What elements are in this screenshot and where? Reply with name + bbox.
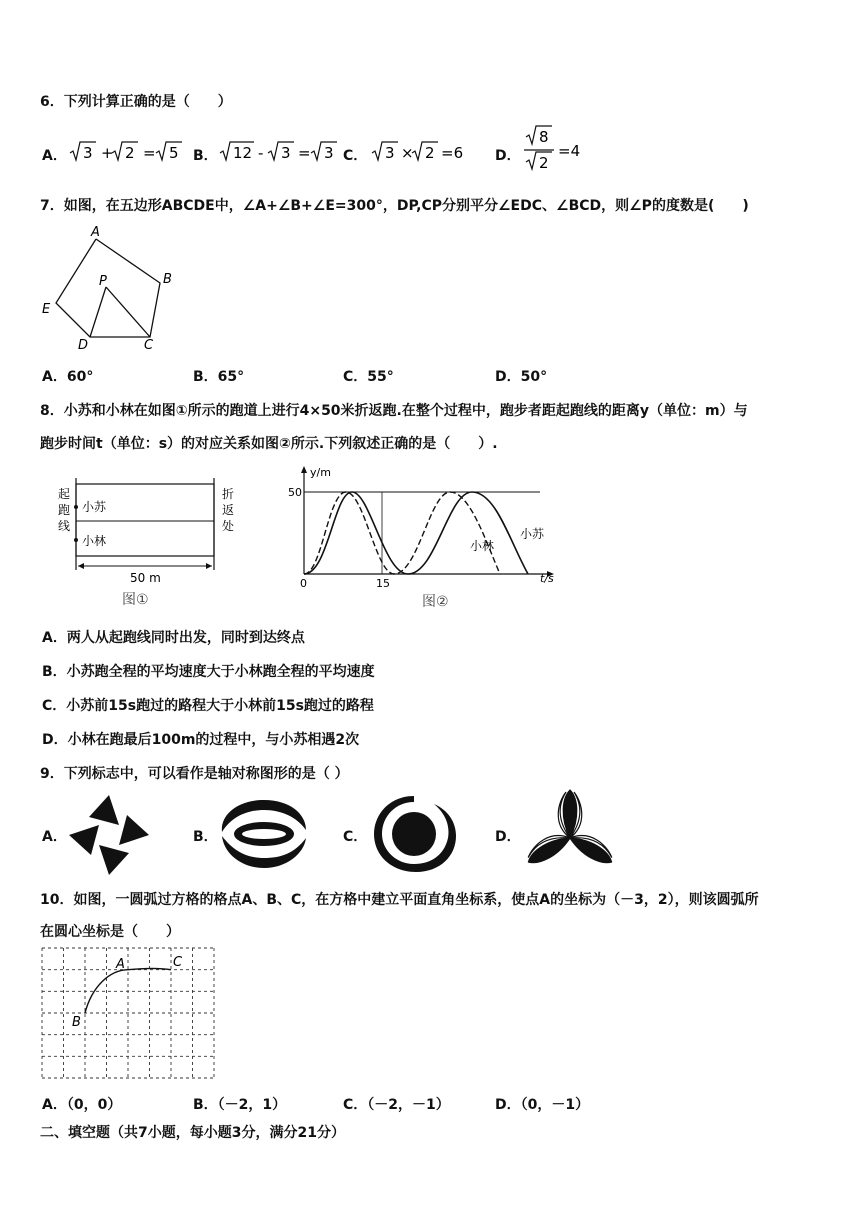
svg-text:+: + [101, 144, 114, 162]
label-e: E [42, 302, 51, 317]
fig1-caption: 图① [122, 592, 149, 608]
q6-option-a[interactable] [42, 145, 67, 165]
q9-option-d[interactable] [495, 826, 521, 846]
q10-option-b-text: （－2，1） [217, 1097, 287, 1113]
q6-option-a-label: A． [42, 148, 67, 164]
q8-option-c-label: C． [42, 698, 67, 714]
q9-option-b[interactable] [193, 826, 218, 846]
label-c: C [144, 338, 154, 353]
q7-option-c[interactable] [343, 366, 394, 386]
q6-option-b[interactable] [193, 145, 218, 165]
q8-option-b-label: B． [42, 664, 67, 680]
q6-option-c-label: C． [343, 148, 368, 164]
lane-label-lin: 小林 [82, 534, 107, 548]
q10-option-a[interactable] [42, 1094, 121, 1114]
q9-logo-c [370, 792, 460, 876]
q9-logo-d [520, 788, 620, 878]
q8-option-d[interactable] [42, 729, 359, 749]
q8-option-c-text: 小苏前15s跑过的路程大于小林前15s跑过的路程 [66, 698, 374, 714]
q7-option-a[interactable] [42, 366, 93, 386]
q7-option-c-text: 55° [367, 369, 394, 385]
turn-label-2: 返 [222, 503, 235, 517]
y-tick-50: 50 [288, 486, 302, 499]
svg-text:3: 3 [83, 144, 93, 162]
q8-option-d-text: 小林在跑最后100m的过程中，与小苏相遇2次 [67, 732, 360, 748]
svg-text:12: 12 [233, 144, 253, 162]
q10-option-b[interactable] [193, 1094, 286, 1114]
label-b: B [163, 272, 172, 287]
section-2-heading: 二、填空题（共7小题，每小题3分，满分21分） [40, 1125, 345, 1141]
label-p: P [99, 274, 107, 289]
q8-stem-line1: 8．小苏和小林在如图①所示的跑道上进行4×50米折返跑.在整个过程中，跑步者距起跑线的距离y（单位：m）与 [40, 403, 748, 419]
x-axis-label: t/s [540, 572, 554, 585]
q6-option-a-expr [68, 138, 186, 166]
q8-track-figure [50, 470, 250, 610]
q9-stem: 9．下列标志中，可以看作是轴对称图形的是（ ） [40, 766, 349, 782]
svg-text:8: 8 [539, 128, 549, 146]
svg-text:-: - [258, 144, 264, 162]
q9-option-c-label: C． [343, 829, 368, 845]
q10-option-a-label: A． [42, 1097, 67, 1113]
q7-option-b-label: B． [193, 369, 218, 385]
q10-option-d-label: D． [495, 1097, 521, 1113]
q10-option-c-label: C． [343, 1097, 368, 1113]
q7-option-c-label: C． [343, 369, 368, 385]
q9-option-d-label: D． [495, 829, 521, 845]
q8-stem-line2: 跑步时间t（单位：s）的对应关系如图②所示.下列叙述正确的是（ ）. [40, 436, 498, 452]
track-length-label: 50 m [130, 571, 161, 585]
q7-option-b[interactable] [193, 366, 244, 386]
q7-pentagon-figure [38, 225, 188, 353]
q10-option-b-label: B． [193, 1097, 218, 1113]
grid-label-a: A [116, 957, 125, 972]
start-line-label-3: 线 [58, 519, 71, 533]
q9-option-c[interactable] [343, 826, 367, 846]
q10-option-c-text: （－2，－1） [367, 1097, 450, 1113]
fig2-caption: 图② [422, 594, 449, 610]
q7-option-b-text: 65° [217, 369, 245, 385]
q7-option-d-label: D． [495, 369, 521, 385]
q10-option-d[interactable] [495, 1094, 589, 1114]
turn-label-1: 折 [222, 487, 235, 501]
q8-option-c[interactable] [42, 695, 374, 715]
q6-option-d-expr [522, 124, 582, 178]
start-line-label-1: 起 [58, 487, 71, 501]
q6-option-d[interactable] [495, 145, 521, 165]
q9-logo-b [218, 796, 310, 872]
svg-text:×: × [401, 144, 414, 162]
q10-stem-line1: 10．如图，一圆弧过方格的格点A、B、C，在方格中建立平面直角坐标系，使点A的坐标为（－3，2），则该圆弧所 [40, 892, 759, 908]
svg-text:2: 2 [425, 144, 435, 162]
q7-option-d-text: 50° [520, 369, 548, 385]
q8-option-b[interactable] [42, 661, 375, 681]
q6-option-d-label: D． [495, 148, 521, 164]
grid-label-b: B [72, 1015, 81, 1030]
q8-option-d-label: D． [42, 732, 68, 748]
q9-option-a[interactable] [42, 826, 67, 846]
q10-grid-figure [40, 946, 220, 1082]
q8-option-b-text: 小苏跑全程的平均速度大于小林跑全程的平均速度 [66, 664, 375, 680]
q7-stem: 7．如图，在五边形ABCDE中，∠A+∠B+∠E=300°，DP,CP分别平分∠EDC、∠BCD，则∠P的度数是( ) [40, 198, 749, 214]
q6-option-b-expr [218, 138, 338, 166]
svg-text:3: 3 [324, 144, 334, 162]
q9-option-a-label: A． [42, 829, 67, 845]
label-a: A [91, 225, 100, 240]
y-axis-label: y/m [310, 466, 331, 479]
q6-option-b-label: B． [193, 148, 218, 164]
svg-text:2: 2 [125, 144, 135, 162]
series-lin-label: 小林 [470, 539, 495, 553]
q6-option-c-expr [370, 138, 470, 166]
svg-text:=4: =4 [558, 142, 581, 160]
series-su-label: 小苏 [520, 527, 545, 541]
q10-stem-line2: 在圆心坐标是（ ） [40, 924, 180, 940]
q8-option-a-text: 两人从起跑线同时出发，同时到达终点 [66, 630, 305, 646]
svg-text:=6: =6 [441, 144, 464, 162]
q6-option-c[interactable] [343, 145, 367, 165]
q10-option-c[interactable] [343, 1094, 450, 1114]
q9-option-b-label: B． [193, 829, 218, 845]
svg-text:2: 2 [539, 154, 549, 172]
q8-option-a[interactable] [42, 627, 305, 647]
turn-label-3: 处 [222, 519, 235, 533]
label-d: D [78, 338, 89, 353]
series-lin-curve [304, 492, 500, 574]
q8-option-a-label: A． [42, 630, 67, 646]
q9-logo-a [66, 792, 152, 878]
q7-option-d[interactable] [495, 366, 547, 386]
q7-option-a-label: A． [42, 369, 67, 385]
q10-option-d-text: （0，－1） [520, 1097, 590, 1113]
x-origin: 0 [300, 577, 307, 590]
svg-text:3: 3 [385, 144, 395, 162]
grid-label-c: C [173, 955, 183, 970]
svg-text:=: = [298, 144, 311, 162]
svg-text:=: = [143, 144, 156, 162]
q6-stem: 6．下列计算正确的是（ ） [40, 94, 232, 110]
x-tick-15: 15 [376, 577, 390, 590]
q10-option-a-text: （0，0） [66, 1097, 122, 1113]
q8-distance-time-graph [288, 462, 558, 612]
svg-text:5: 5 [169, 144, 179, 162]
q7-option-a-text: 60° [66, 369, 94, 385]
lane-label-su: 小苏 [82, 500, 107, 514]
start-line-label-2: 跑 [58, 503, 71, 517]
svg-text:3: 3 [281, 144, 291, 162]
